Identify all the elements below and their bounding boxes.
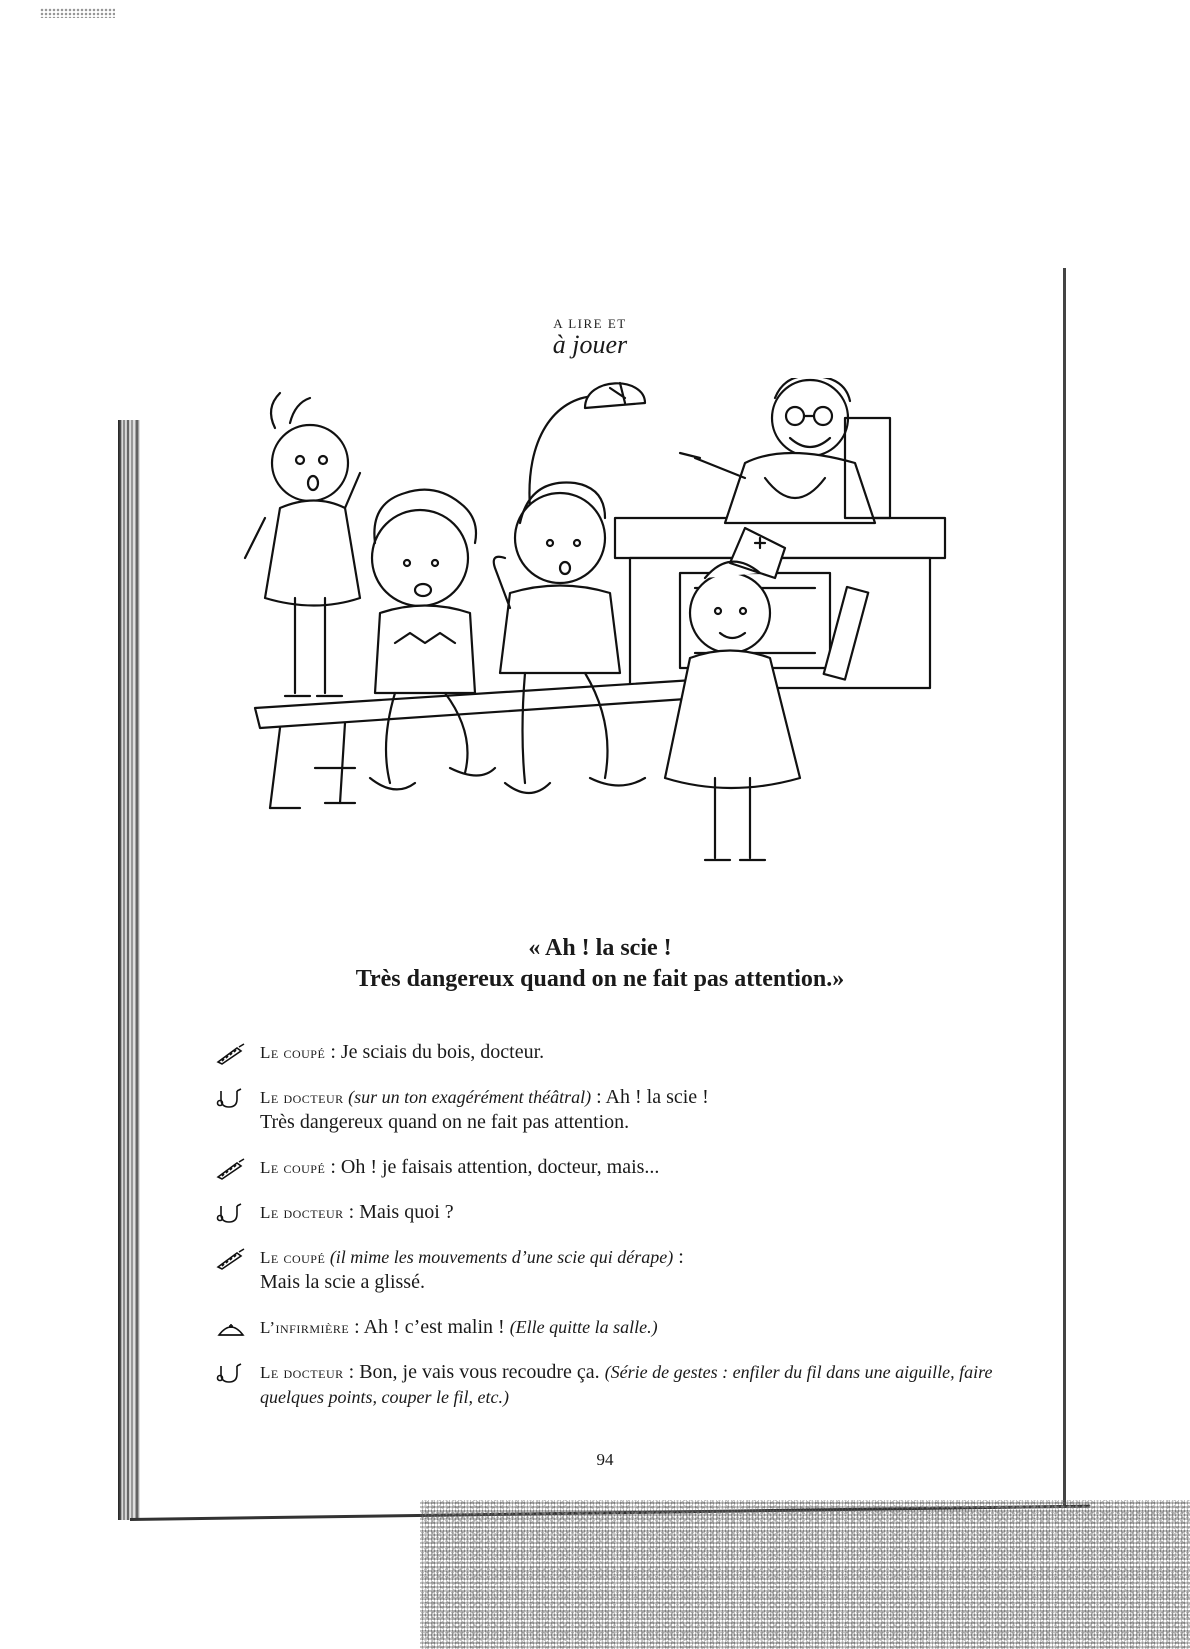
- girl-left: [245, 393, 360, 696]
- stage-direction: (sur un ton exagérément théâtral): [343, 1087, 592, 1107]
- dialogue-line: [215, 1040, 1035, 1065]
- speaker: Le coupé: [260, 1043, 326, 1062]
- speaker: Le docteur: [260, 1363, 344, 1382]
- line-text: : Je sciais du bois, docteur.: [325, 1041, 545, 1063]
- speaker: Le coupé: [260, 1248, 326, 1267]
- page-number: 94: [596, 1450, 614, 1469]
- line-text: : Ah ! la scie !: [591, 1086, 709, 1108]
- speaker: L’infirmière: [260, 1318, 350, 1337]
- scan-noise: [40, 8, 115, 18]
- dialogue-line: [215, 1155, 1035, 1180]
- line-text: :: [673, 1246, 684, 1268]
- speaker: Le docteur: [260, 1203, 344, 1222]
- speaker: Le docteur: [260, 1088, 344, 1107]
- dialogue-line: [215, 1315, 1035, 1340]
- book-spine: [118, 420, 140, 1520]
- stage-direction: (Série de gestes : enfiler du fil dans une aiguille, faire quelques points, couper le fil, etc.): [260, 1362, 993, 1407]
- line-text: : Ah ! c’est malin !: [349, 1316, 510, 1338]
- illustration-doctor-office: [225, 378, 1000, 908]
- bench: [255, 678, 730, 808]
- page-edge-right: [1063, 268, 1066, 1508]
- line-continuation: Mais la scie a glissé.: [260, 1271, 425, 1293]
- speaker: Le coupé: [260, 1158, 326, 1177]
- line-text: : Oh ! je faisais attention, docteur, mais...: [325, 1156, 660, 1178]
- line-continuation: Très dangereux quand on ne fait pas attention.: [260, 1111, 630, 1133]
- dialogue-line: [215, 1245, 1035, 1295]
- saw-icon: [215, 1157, 247, 1181]
- dialogue-line: [215, 1200, 1035, 1225]
- saw-icon: [215, 1042, 247, 1066]
- scan-noise-bottom: [420, 1500, 1190, 1649]
- lamp: [529, 383, 645, 508]
- boy-curly: [370, 490, 495, 790]
- line-text: : Mais quoi ?: [343, 1201, 454, 1223]
- scene-title: [300, 933, 900, 995]
- stethoscope-icon: [215, 1202, 247, 1226]
- stethoscope-icon: [215, 1362, 247, 1386]
- stethoscope-icon: [215, 1087, 247, 1111]
- section-header: [520, 316, 660, 360]
- saw-icon: [215, 1247, 247, 1271]
- nurse-cap-icon: [215, 1317, 247, 1341]
- line-text: : Bon, je vais vous recoudre ça.: [343, 1361, 605, 1383]
- title-line-2: Très dangereux quand on ne fait pas attention.»: [355, 966, 845, 992]
- dialogue-line: [215, 1360, 1035, 1410]
- stage-direction: (Elle quitte la salle.): [509, 1317, 658, 1337]
- doctor: [680, 378, 890, 523]
- desk: [615, 518, 945, 688]
- dialogue-line: [215, 1085, 1035, 1135]
- header-small: A LIRE ET: [553, 316, 627, 331]
- stage-direction: (il mime les mouvements d’une scie qui dérape): [325, 1247, 674, 1267]
- title-line-1: « Ah ! la scie !: [528, 935, 672, 961]
- header-big: à jouer: [552, 330, 628, 359]
- dialogue: [215, 1040, 1035, 1430]
